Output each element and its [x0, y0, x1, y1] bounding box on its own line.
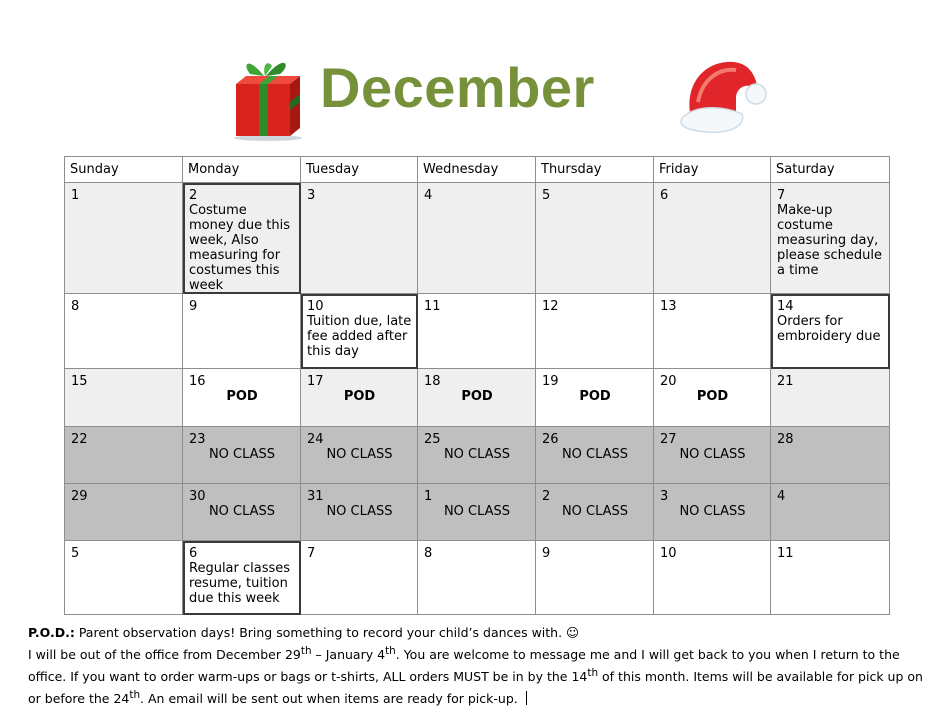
gift-icon [228, 50, 306, 142]
week-row [65, 484, 890, 541]
text-cursor[interactable] [526, 691, 527, 705]
day-number: 5 [542, 188, 551, 203]
day-number: 29 [71, 489, 88, 504]
no-class-label: NO CLASS [679, 447, 746, 462]
no-class-label: NO CLASS [561, 447, 629, 462]
day-cell [301, 541, 418, 615]
day-cell [418, 183, 536, 294]
day-number: 18 [424, 374, 441, 389]
pod-label: POD [696, 389, 729, 404]
day-cell [301, 294, 418, 369]
day-note: Regular classes resume, tuition due this week [189, 561, 291, 606]
no-class-label: NO CLASS [326, 504, 393, 519]
day-number: 17 [307, 374, 324, 389]
day-cell [183, 541, 301, 615]
day-number: 9 [189, 299, 198, 314]
day-number: 7 [307, 546, 316, 561]
day-cell [183, 427, 301, 484]
day-cell [654, 541, 771, 615]
pod-label: POD [579, 389, 611, 404]
day-cell [654, 369, 771, 427]
office-note-text: I will be out of the office from December 29 [28, 647, 301, 663]
week-row [65, 427, 890, 484]
day-number: 20 [660, 374, 677, 389]
weekday-header-row [65, 157, 890, 183]
day-cell [771, 484, 890, 541]
day-number: 10 [660, 546, 677, 561]
pod-label: POD [461, 389, 493, 404]
day-number: 22 [71, 432, 88, 447]
week-row [65, 183, 890, 294]
ordinal-suffix: th [385, 645, 396, 657]
day-number: 3 [307, 188, 316, 203]
day-number: 10 [307, 299, 324, 314]
day-number: 9 [542, 546, 551, 561]
day-cell [65, 427, 183, 484]
day-cell [771, 427, 890, 484]
day-number: 24 [307, 432, 324, 447]
day-note: Costume money due this week, Also measuring for costumes this week [189, 203, 291, 293]
week-row [65, 294, 890, 369]
day-cell [654, 484, 771, 541]
day-note: Make-up costume measuring day, please schedule a time [777, 203, 882, 278]
day-number: 5 [71, 546, 80, 561]
pod-label: POD [343, 389, 376, 404]
day-number: 1 [424, 489, 433, 504]
office-note-text: . You are welcome to message me and I will get back to you when I return to the office. If you want to order warm-ups or bags or t-shirts, ALL orders MUST be in by the 14 [28, 647, 900, 685]
day-number: 2 [189, 188, 198, 203]
day-cell [654, 294, 771, 369]
day-cell [65, 183, 183, 294]
weekday-saturday: Saturday [771, 157, 890, 183]
day-number: 6 [660, 188, 669, 203]
santa-hat-icon [676, 52, 768, 136]
day-number: 31 [307, 489, 324, 504]
day-number: 12 [542, 299, 559, 314]
day-cell [536, 183, 654, 294]
day-cell [183, 484, 301, 541]
office-note-text: of this month. Items will be available for pick up on or before the 24 [28, 669, 923, 707]
day-cell [771, 369, 890, 427]
day-cell [536, 369, 654, 427]
day-cell [536, 427, 654, 484]
weekday-monday: Monday [183, 157, 301, 183]
day-cell [65, 369, 183, 427]
day-number: 7 [777, 188, 786, 203]
day-cell [654, 427, 771, 484]
calendar-grid [64, 156, 890, 615]
pod-note [28, 623, 928, 642]
day-number: 16 [189, 374, 206, 389]
day-number: 13 [660, 299, 677, 314]
day-cell [771, 183, 890, 294]
day-cell [771, 294, 890, 369]
weekday-thursday: Thursday [536, 157, 654, 183]
day-cell [301, 484, 418, 541]
day-cell [536, 484, 654, 541]
day-number: 28 [777, 432, 794, 447]
no-class-label: NO CLASS [208, 447, 276, 462]
footer-notes [28, 623, 928, 708]
day-cell [654, 183, 771, 294]
day-cell [65, 294, 183, 369]
day-cell [536, 294, 654, 369]
day-cell [183, 294, 301, 369]
no-class-label: NO CLASS [326, 447, 393, 462]
week-row [65, 369, 890, 427]
weekday-tuesday: Tuesday [301, 157, 418, 183]
week-row [65, 541, 890, 615]
day-cell [536, 541, 654, 615]
day-cell [418, 294, 536, 369]
day-cell [771, 541, 890, 615]
pod-note-label: P.O.D.: [28, 625, 75, 640]
day-number: 21 [777, 374, 794, 389]
day-number: 11 [777, 546, 794, 561]
day-cell [418, 369, 536, 427]
day-number: 30 [189, 489, 206, 504]
day-number: 11 [424, 299, 441, 314]
pod-label: POD [226, 389, 258, 404]
day-cell [301, 427, 418, 484]
ordinal-suffix: th [587, 667, 599, 680]
day-cell [65, 484, 183, 541]
pod-note-text: Parent observation days! Bring something to record your child’s dances with. ☺ [74, 625, 580, 640]
day-number: 27 [660, 432, 677, 447]
day-number: 8 [71, 299, 80, 314]
day-cell [418, 484, 536, 541]
day-number: 26 [542, 432, 559, 447]
day-number: 2 [542, 489, 551, 504]
no-class-label: NO CLASS [679, 504, 746, 519]
day-number: 8 [424, 546, 433, 561]
ordinal-suffix: th [300, 645, 312, 657]
no-class-label: NO CLASS [443, 504, 511, 519]
day-number: 6 [189, 546, 198, 561]
day-number: 23 [189, 432, 206, 447]
day-number: 3 [660, 489, 669, 504]
day-note: Tuition due, late fee added after this day [307, 314, 412, 359]
day-number: 4 [777, 489, 786, 504]
ordinal-suffix: th [129, 689, 141, 702]
weekday-sunday: Sunday [65, 157, 183, 183]
office-note-text: – January 4 [311, 647, 386, 663]
office-note [28, 642, 928, 708]
day-cell [301, 369, 418, 427]
day-cell [418, 541, 536, 615]
day-number: 19 [542, 374, 559, 389]
day-cell [183, 183, 301, 294]
weekday-wednesday: Wednesday [418, 157, 536, 183]
day-cell [183, 369, 301, 427]
no-class-label: NO CLASS [208, 504, 276, 519]
day-cell [418, 427, 536, 484]
day-number: 15 [71, 374, 88, 389]
no-class-label: NO CLASS [561, 504, 629, 519]
day-number: 14 [777, 299, 794, 314]
day-cell [65, 541, 183, 615]
day-number: 4 [424, 188, 433, 203]
office-note-text: . An email will be sent out when items are ready for pick-up. [140, 691, 518, 707]
weekday-friday: Friday [654, 157, 771, 183]
day-number: 25 [424, 432, 441, 447]
day-cell [301, 183, 418, 294]
day-note: Orders for embroidery due [777, 314, 881, 344]
day-number: 1 [71, 188, 80, 203]
calendar-header [0, 40, 951, 150]
month-title: December [320, 56, 595, 119]
no-class-label: NO CLASS [443, 447, 511, 462]
